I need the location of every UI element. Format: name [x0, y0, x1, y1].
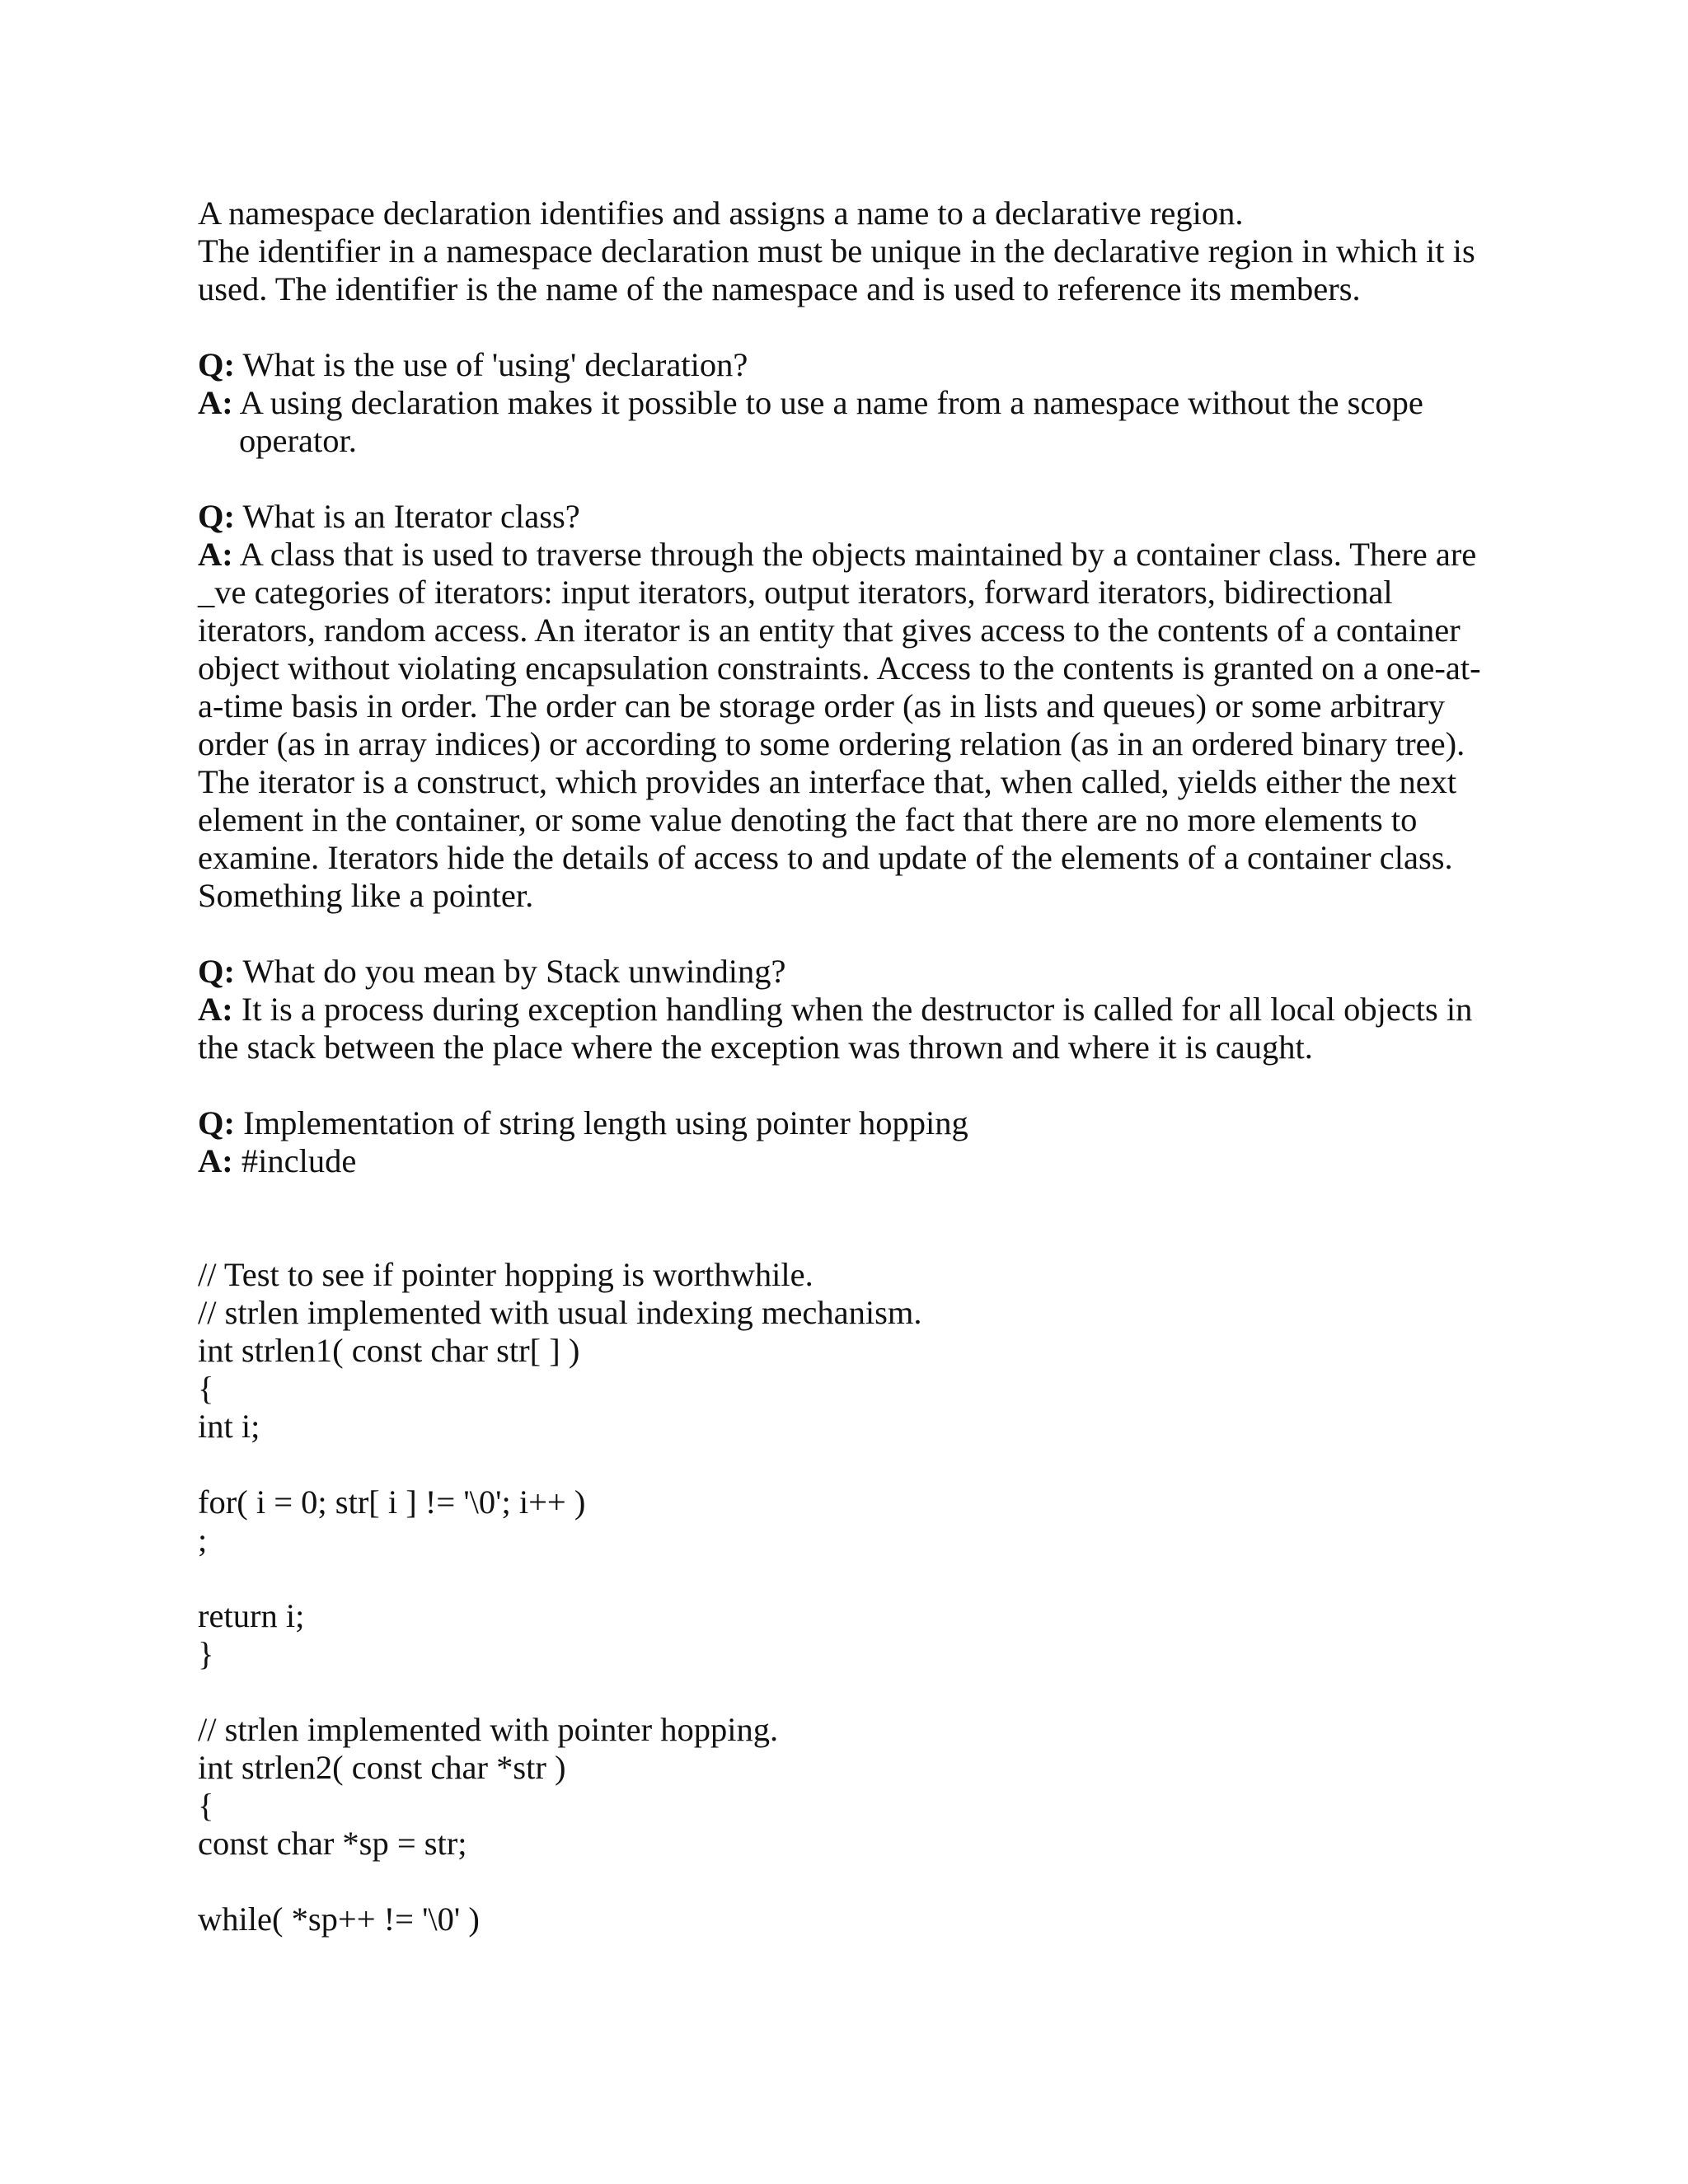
qa-using-declaration [198, 346, 1484, 460]
qa-string-length [198, 1104, 1484, 1180]
code-line: // Test to see if pointer hopping is worthwhile. [198, 1256, 814, 1293]
answer-continuation: operator. [239, 422, 357, 459]
question [198, 953, 1484, 991]
code-line: while( *sp++ != '\0' ) [198, 1900, 480, 1938]
intro-paragraph [198, 194, 1484, 308]
question-text: What is the use of 'using' declaration? [235, 346, 748, 383]
answer-label: A: [198, 1142, 233, 1179]
answer [198, 1142, 1484, 1180]
text-line: The identifier in a namespace declaration must be unique in the declarative region in which it is [198, 232, 1475, 269]
question-label: Q: [198, 346, 235, 383]
code-line: } [198, 1635, 214, 1672]
qa-stack-unwinding [198, 953, 1484, 1066]
answer-text: A using declaration makes it possible to use a name from a namespace without the scope [232, 384, 1423, 421]
question-text: Implementation of string length using pointer hopping [235, 1104, 968, 1141]
question-text: What do you mean by Stack unwinding? [235, 953, 786, 990]
answer [198, 536, 1484, 574]
answer-text: #include [232, 1142, 357, 1179]
answer-label: A: [198, 991, 233, 1028]
code-line: int strlen2( const char *str ) [198, 1749, 566, 1786]
question-label: Q: [198, 953, 235, 990]
answer [198, 384, 1484, 422]
code-line: // strlen implemented with usual indexing mechanism. [198, 1294, 922, 1331]
code-line: return i; [198, 1597, 305, 1634]
code-line: { [198, 1787, 214, 1824]
document-body [198, 194, 1484, 1938]
question-text: What is an Iterator class? [235, 498, 580, 535]
code-line: for( i = 0; str[ i ] != '\0'; i++ ) [198, 1483, 586, 1521]
code-line: ; [198, 1521, 208, 1558]
code-line: const char *sp = str; [198, 1825, 467, 1862]
code-line: { [198, 1370, 214, 1407]
answer-line: order (as in array indices) or according to some ordering relation (as in an ordered binary tree). [198, 725, 1465, 762]
question [198, 346, 1484, 384]
answer-line: Something like a pointer. [198, 877, 534, 914]
answer-line: a-time basis in order. The order can be storage order (as in lists and queues) or some arbitrary [198, 687, 1445, 724]
question [198, 1104, 1484, 1142]
text-line: used. The identifier is the name of the namespace and is used to reference its members. [198, 270, 1361, 307]
answer-line: examine. Iterators hide the details of access to and update of the elements of a container class. [198, 839, 1453, 876]
question-label: Q: [198, 498, 235, 535]
answer-text: A class that is used to traverse through the objects maintained by a container class. There are [232, 536, 1477, 573]
question-label: Q: [198, 1104, 235, 1141]
question [198, 498, 1484, 536]
code-listing [198, 1256, 1484, 1938]
answer-text: It is a process during exception handling when the destructor is called for all local objects in [232, 991, 1473, 1028]
qa-iterator-class [198, 498, 1484, 915]
answer-line: iterators, random access. An iterator is an entity that gives access to the contents of a container [198, 612, 1461, 649]
code-line: int strlen1( const char str[ ] ) [198, 1332, 580, 1369]
code-line: int i; [198, 1408, 260, 1445]
answer-line: the stack between the place where the exception was thrown and where it is caught. [198, 1029, 1313, 1066]
answer-label: A: [198, 384, 233, 421]
answer-line: The iterator is a construct, which provides an interface that, when called, yields either the next [198, 763, 1457, 800]
answer-label: A: [198, 536, 233, 573]
text-line: A namespace declaration identifies and assigns a name to a declarative region. [198, 194, 1244, 232]
answer-line: element in the container, or some value denoting the fact that there are no more elements to [198, 801, 1418, 838]
answer-line: object without violating encapsulation constraints. Access to the contents is granted on a one-at- [198, 649, 1481, 687]
code-line: // strlen implemented with pointer hopping. [198, 1711, 779, 1748]
answer [198, 991, 1484, 1029]
answer-line: _ve categories of iterators: input iterators, output iterators, forward iterators, bidirectional [198, 574, 1393, 611]
